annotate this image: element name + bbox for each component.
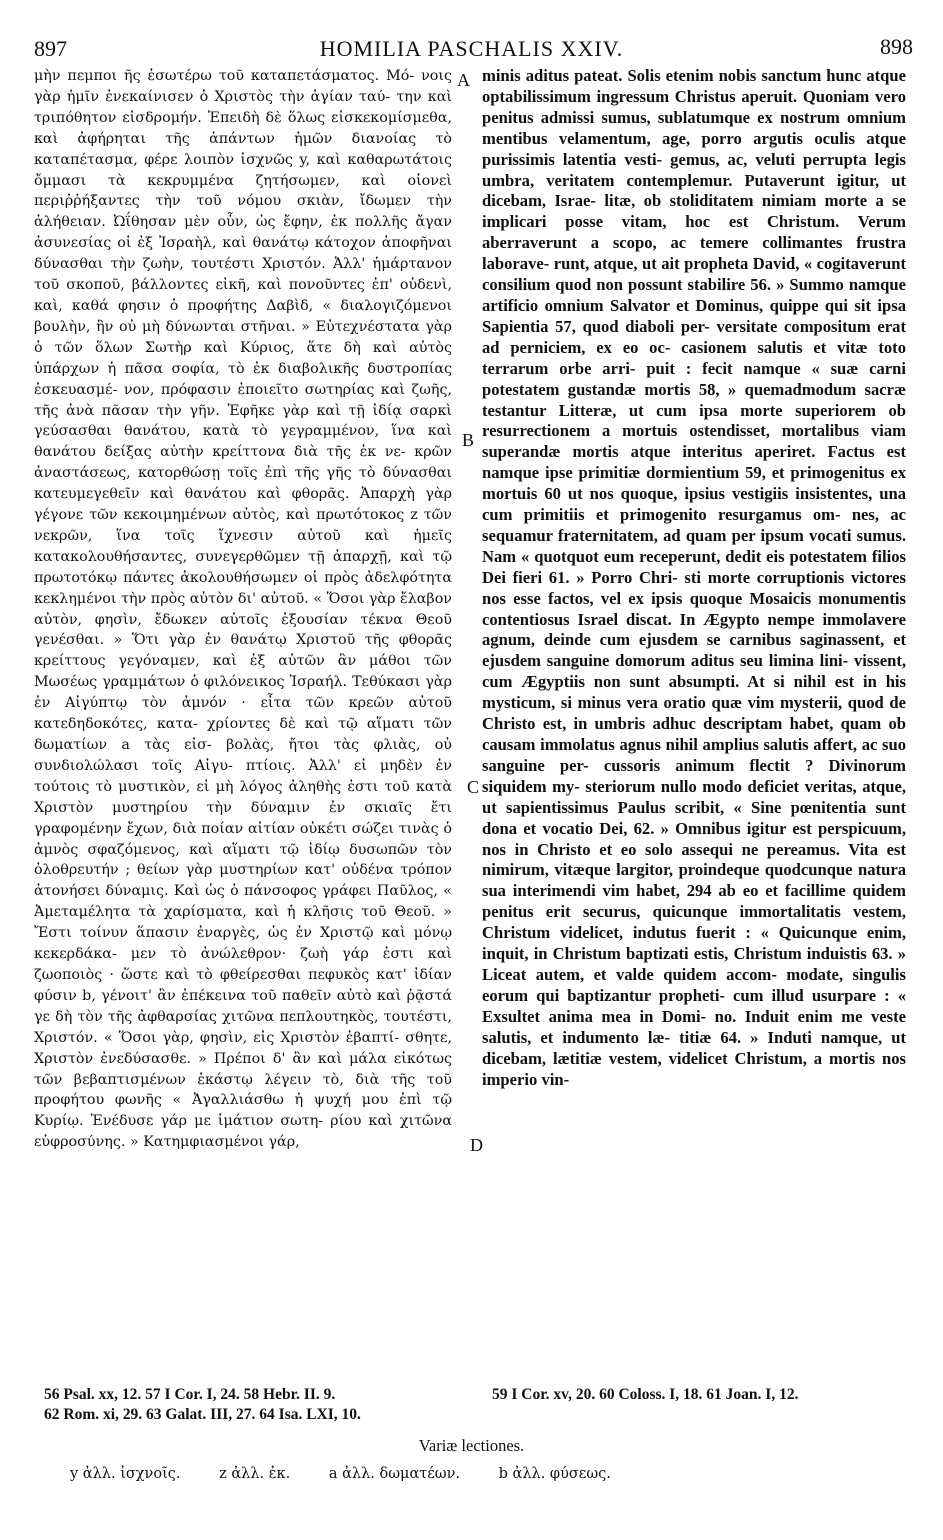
footnotes-left-line-1: 56 Psal. xx, 12. 57 I Cor. I, 24. 58 Hebr. II. 9. bbox=[44, 1386, 336, 1403]
greek-column bbox=[34, 66, 452, 1372]
footnotes-left-line-2: 62 Rom. xi, 29. 63 Galat. III, 27. 64 Isa. LXI, 10. bbox=[44, 1406, 361, 1423]
latin-text: minis aditus pateat. Solis etenim nobis sanctum hunc atque optabilissimum ingressum Christus aperuit. Quoniam vero penitus admissi sumus, sublatumque ex nostrum omnium mentibus velamentum, age, porro argutis oculis atque purissimis latentia vesti- gemus, ac, veluti perrupta legis umbra, veritatem contemplemur. Putaverunt igitur, ut dicebam, Israe- litæ, ob stoliditatem nimiam morte a se implicari posse vitam, hoc est Christum. Verum aberraverunt a scopo, ac temere collimantes frustra laborave- runt, atque, ut ait propheta David, « cogitaverunt consilium quod non possunt stabilire 56. » Summo namque artificio omnium Salvator et Dominus, quippe qui sit ipsa Sapientia 57, quod diaboli per- versitate compositum erat ad perniciem, ex eo oc- casionem salutis et vitæ toto terrarum orbe arri- puit : fecit namque « suæ carni potestatem gustandæ mortis 58, » quemadmodum sacræ testantur Litteræ, ut cum ipsa morte superiorem ob resurrectionem a mortuis ostendisset, mortalibus viam superandæ mortis atque interitus aperiret. Factus est namque ipse primitiæ dormientium 59, et primogenitus ex mortuis 60 ut nos quoque, ipsius vestigiis insistentes, una cum primitiis et primogenito resurgamus om- nes, ac sequamur fraternitatem, ad quam per ipsum vocati sumus. Nam « quotquot eum receperunt, dedit eis potestatem filios Dei fieri 61. » Porro Chri- sti morte corruptionis victores nos esse factos, vel ex ipsis quoque Mosaicis monumentis contentiosus Israel discat. In Ægypto nempe immolavere agnum, deinde cum ejusdem se carnibus saginassent, et ejusdem sanguine domorum aditus seu limina lini- vissent, cum Ægyptiis non sunt absumpti. At si nihil est in his mysticum, si minus vera oratio quæ vim mysterii, quod de Christo est, in umbris adhuc descriptam habet, quam ob causam immolatus agnus nihil amplius salutis affert, ac suo sanguine per- cussoris animum flectit ? Divinorum siquidem my- steriorum nullo modo deficiet veritas, atque, ut sapientissimus Paulus scribit, « Sine pœnitentia sunt dona et vocatio Dei, 62. » Omnibus igitur est perspicuum, nos in Christo et eo solo assequi ne pereamus. Vita est nimirum, vitæque largitor, proindeque quodcunque natura sua interimendi vim habet, 294 ab eo et facillime quidem penitus erit securus, quicunque immortalitatis vestem, Christum videlicet, indutus fuerit : « Quicunque enim, inquit, in Christum baptizati estis, Christum induistis 63. » Liceat autem, et valde quidem accom- modate, singulis eorum qui baptizantur propheti- cum illud usurpare : « Exsultet anima mea in Domi- no. Induit enim me veste salutis, et indumento læ- titiæ 64. » Induti namque, ut dicebam, lætitiæ vestem, videlicet Christum, a mortis nos imperio vin- bbox=[482, 66, 906, 1089]
variant-item: a ἀλλ. δωματέων. bbox=[328, 1466, 461, 1482]
footnotes-right-line-1: 59 I Cor. xv, 20. 60 Coloss. I, 18. 61 Joan. I, 12. bbox=[492, 1386, 799, 1403]
page-number-right: 898 bbox=[880, 34, 913, 59]
margin-letter-c: C bbox=[467, 777, 480, 797]
margin-letter-a: A bbox=[457, 70, 470, 90]
page-number-left: 897 bbox=[34, 36, 67, 61]
variae-lectiones-list bbox=[70, 1466, 645, 1482]
running-title: HOMILIA PASCHALIS XXIV. bbox=[319, 36, 624, 61]
margin-letter-b: B bbox=[462, 430, 475, 450]
greek-text: μὴν πεμποι ῆς ἐσωτέρω τοῦ καταπετάσματος. Μό- νοις γὰρ ἡμῖν ἐνεκαίνισεν ὁ Χριστὸς τὴν ἁγίαν ταύ- την καὶ τριπόθητον εἰσδρομήν. Ἐπειδὴ δὲ ὅλως εἰσκεκομίσμεθα, καὶ ἀφήρηται τῆς ἁπάντων ἡμῶν διανοίας τὸ καταπέτασμα, φέρε λοιπὸν ἰσχνῶς y, καὶ καθαρωτάτοις ὄμμασι τὰ κεκρυμμένα ζητήσωμεν, καὶ οἱονεὶ περιῤῥήξαντες τὴν τοῦ νόμου σκιὰν, ἴδωμεν τὴν ἀλήθειαν. Ὠΐθησαν μὲν οὖν, ὡς ἔφην, ἐκ πολλῆς ἄγαν ἀσυνεσίας οἱ ἐξ Ἰσραὴλ, καὶ θανάτῳ κάτοχον ἀποφῆναι δύνασθαι τὴν ζωὴν, τουτέστι Χριστόν. Ἀλλ' ἡμάρτανον τοῦ σκοποῦ, βάλλοντες εἰκῆ, καὶ πονοῦντες ἐπ' οὐδενὶ, καὶ, καθά φησιν ὁ προφήτης Δαβὶδ, « διαλογιζόμενοι βουλὴν, ἣν οὐ μὴ δύνωνται στῆναι. » Εὐτεχνέστατα γὰρ ὁ τῶν ὅλων Σωτὴρ καὶ Κύριος, ἅτε δὴ καὶ αὐτὸς ὑπάρχων ἡ πᾶσα σοφία, τὸ ἐκ διαβολικῆς δυστροπίας ἐσκευασμέ- νον, πρόφασιν ἐποιεῖτο σωτηρίας καὶ ζωῆς, τῆς ἀνὰ πᾶσαν τὴν γῆν. Ἐφῆκε γὰρ καὶ τῇ ἰδίᾳ σαρκὶ γεύσασθαι θανάτου, κατὰ τὸ γεγραμμένον, ἵνα καὶ θανάτου δείξας αὐτὴν κρείττονα διὰ τῆς ἐκ νε- κρῶν ἀναστάσεως, κατορθώσῃ τοῖς ἐπὶ τῆς γῆς τὸ δύνασθαι κατευμεγεθεῖν καὶ θανάτου καὶ φθορᾶς. Ἀπαρχὴ γὰρ γέγονε τῶν κεκοιμημένων αὐτὸς, καὶ πρωτότοκος z τῶν νεκρῶν, ἵνα τοῖς ἴχνεσιν αὐτοῦ καὶ ἡμεῖς κατακολουθήσαντες, συνεγερθῶμεν τῇ ἀπαρχῇ, καὶ τῷ πρωτοτόκῳ πάντες ἀκολουθήσωμεν οἱ πρὸς ἀδελφότητα κεκλημένοι τὴν πρὸς αὐτὸν δι' αὐτοῦ. « Ὅσοι γὰρ ἔλαβον αὐτὸν, φησὶν, ἔδωκεν αὐτοῖς ἐξουσίαν τέκνα Θεοῦ γενέσθαι. » Ὅτι γὰρ ἐν θανάτῳ Χριστοῦ τῆς φθορᾶς κρείττους γεγόναμεν, καὶ ἐξ αὐτῶν ἂν μάθοι τῶν Μωσέως γραμμάτων ὁ φιλόνεικος Ἰσραήλ. Τεθύκασι γὰρ ἐν Αἰγύπτῳ τὸν ἀμνόν · εἶτα τῶν κρεῶν αὐτοῦ κατεδηδοκότες, κατα- χρίοντες δὲ καὶ τῷ αἵματι τῶν δωματίων a τὰς εἰσ- βολὰς, ἤτοι τὰς φλιὰς, οὐ συνδιολώλασι τοῖς Αἰγυ- πτίοις. Ἀλλ' εἰ μηδὲν ἐν τούτοις τὸ μυστικὸν, εἰ μὴ λόγος ἀληθὴς ἐστι τοῦ κατὰ Χριστὸν μυστηρίου τὴν δύναμιν ἐν σκιαῖς ἔτι γραφομένην ἔχων, διὰ ποίαν αἰτίαν οὐκέτι σώζει τινὰς ὁ ἀμνὸς σφαζόμενος, καὶ αἵματι τῷ ἰδίῳ δυσωπῶν τὸν ὀλοθρευτήν ; θείων γὰρ μυστηρίων κατ' οὐδένα τρόπον ἀτονήσει δύναμις. Καὶ ὡς ὁ πάνσοφος γράφει Παῦλος, « Ἀμεταμέλητα τὰ χαρίσματα, καὶ ἡ κλῆσις τοῦ Θεοῦ. » Ἔστι τοίνυν ἅπασιν ἐναργὲς, ὡς ἐν Χριστῷ καὶ μόνῳ κεκερδάκα- μεν τὸ ἀνώλεθρον· ζωὴ γάρ ἐστι καὶ ζωοποιὸς · ὥστε καὶ τὸ φθείρεσθαι πεφυκὸς κατ' ἰδίαν φύσιν b, γένοιτ' ἂν ἐπέκεινα τοῦ παθεῖν αὐτὸ καὶ ῥᾷστά γε δὴ τὸν τῆς ἀφθαρσίας χιτῶνα πεπλουτηκὸς, τουτέστι, Χριστόν. « Ὅσοι γὰρ, φησὶν, εἰς Χριστὸν ἐβαπτί- σθητε, Χριστὸν ἐνεδύσασθε. » Πρέποι δ' ἂν καὶ μάλα εἰκότως τῶν βεβαπτισμένων ἑκάστῳ λέγειν τὸ, διὰ τῆς τοῦ προφήτου φωνῆς « Ἀγαλλιάσθω ἡ ψυχή μου ἐπὶ τῷ Κυρίῳ. Ἐνέδυσε γάρ με ἱμάτιον σωτη- ρίου καὶ χιτῶνα εὐφροσύνης. » Κατημφιασμένοι γάρ, bbox=[34, 68, 452, 1151]
variant-item: z ἀλλ. ἐκ. bbox=[219, 1466, 291, 1482]
latin-column bbox=[482, 66, 906, 1372]
variant-item: b ἀλλ. φύσεως. bbox=[498, 1466, 611, 1482]
page-header bbox=[0, 34, 943, 64]
variant-item: y ἀλλ. ἰσχνοῖς. bbox=[70, 1466, 181, 1482]
variae-lectiones-heading: Variæ lectiones. bbox=[418, 1436, 525, 1455]
margin-letter-d: D bbox=[470, 1135, 483, 1155]
